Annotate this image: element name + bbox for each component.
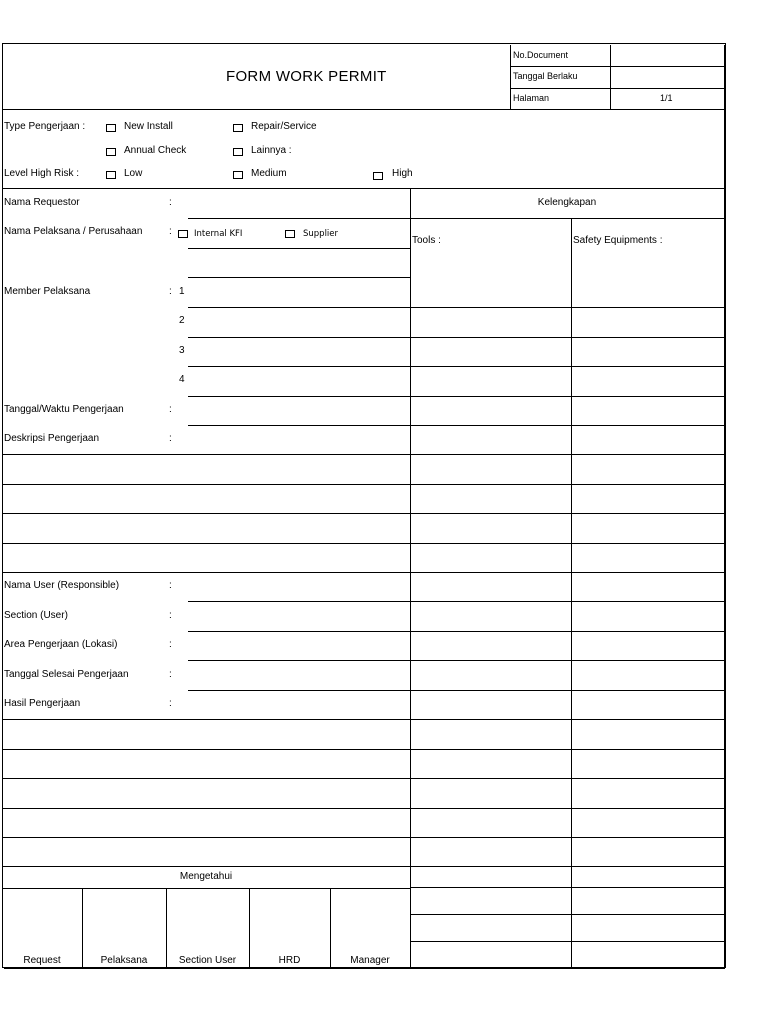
doc-box-mid: [610, 45, 611, 109]
main-divider-right: [571, 218, 572, 968]
colon: :: [169, 639, 172, 650]
kelengkapan-title: Kelengkapan: [537, 197, 597, 208]
main-divider-left: [410, 188, 411, 968]
underline-member-3: [188, 366, 410, 367]
option-internal-kfi: Internal KFI: [194, 229, 243, 239]
full-row-line: [2, 719, 724, 720]
label-nama-user: Nama User (Responsible): [4, 580, 120, 591]
right-row-line: [410, 690, 724, 691]
underline-tanggal-selesai: [188, 690, 410, 691]
checkbox-lainnya[interactable]: [233, 148, 243, 156]
member-number-3: 3: [179, 345, 185, 356]
label-nama-requestor: Nama Requestor: [4, 197, 80, 208]
right-row-line: [410, 366, 724, 367]
right-row-line: [410, 660, 724, 661]
member-number-2: 2: [179, 315, 185, 326]
option-repair-service: Repair/Service: [251, 121, 317, 132]
option-lainnya: Lainnya :: [251, 145, 292, 156]
signer-pelaksana: Pelaksana: [100, 955, 148, 966]
checkbox-medium[interactable]: [233, 171, 243, 179]
full-row-line: [2, 808, 724, 809]
label-tanggal-selesai: Tanggal Selesai Pengerjaan: [4, 669, 129, 680]
checkbox-high[interactable]: [373, 172, 383, 180]
full-row-line: [2, 484, 724, 485]
doc-label-no-document: No.Document: [513, 50, 569, 60]
underline-pelaksana-2: [188, 277, 410, 278]
option-annual-check: Annual Check: [124, 145, 187, 156]
full-row-line: [2, 572, 724, 573]
colon: :: [169, 669, 172, 680]
right-row-line: [410, 887, 724, 888]
underline-member-2: [188, 337, 410, 338]
underline-nama-user: [188, 601, 410, 602]
option-new-install: New Install: [124, 121, 173, 132]
label-area: Area Pengerjaan (Lokasi): [4, 639, 118, 650]
doc-label-tanggal-berlaku: Tanggal Berlaku: [513, 71, 578, 81]
member-number-1: 1: [179, 286, 185, 297]
label-nama-pelaksana: Nama Pelaksana / Perusahaan: [4, 226, 143, 237]
right-row-line: [410, 337, 724, 338]
doc-box-left: [510, 45, 511, 109]
option-medium: Medium: [251, 168, 287, 179]
underline-tanggal-waktu: [188, 425, 410, 426]
form-title: FORM WORK PERMIT: [226, 68, 387, 85]
underline-section: [188, 631, 410, 632]
full-row-line: [2, 543, 724, 544]
full-row-line: [2, 888, 410, 889]
checkbox-internal-kfi[interactable]: [178, 230, 188, 238]
kelengkapan-header-line: [410, 218, 724, 219]
doc-box-line-2: [510, 88, 724, 89]
doc-value-halaman: 1/1: [660, 93, 673, 103]
label-section-user: Section (User): [4, 610, 68, 621]
underline-requestor: [188, 218, 410, 219]
doc-label-halaman: Halaman: [513, 93, 550, 103]
safety-equipments-label: Safety Equipments :: [573, 235, 663, 246]
signer-manager: Manager: [350, 955, 390, 966]
tools-label: Tools :: [412, 235, 441, 246]
checkbox-supplier[interactable]: [285, 230, 295, 238]
right-row-line: [410, 425, 724, 426]
underline-pelaksana: [188, 248, 410, 249]
member-number-4: 4: [179, 374, 185, 385]
underline-area: [188, 660, 410, 661]
colon: :: [169, 404, 172, 415]
checkbox-repair-service[interactable]: [233, 124, 243, 132]
right-row-line: [410, 601, 724, 602]
underline-member-4: [188, 396, 410, 397]
option-low: Low: [124, 168, 143, 179]
signer-request: Request: [23, 955, 61, 966]
right-row-line: [410, 396, 724, 397]
right-row-line: [410, 631, 724, 632]
option-high: High: [392, 168, 413, 179]
doc-box-line-1: [510, 66, 724, 67]
right-row-line: [410, 307, 724, 308]
colon: :: [169, 226, 172, 237]
level-risk-label: Level High Risk :: [4, 168, 80, 179]
mengetahui-title: Mengetahui: [179, 871, 233, 882]
colon: :: [169, 433, 172, 444]
signer-section-user: Section User: [178, 955, 237, 966]
colon: :: [169, 197, 172, 208]
underline-member-1: [188, 307, 410, 308]
right-row-line: [410, 914, 724, 915]
signer-hrd: HRD: [278, 955, 301, 966]
colon: :: [169, 286, 172, 297]
label-hasil: Hasil Pengerjaan: [4, 698, 81, 709]
right-row-line: [410, 941, 724, 942]
label-member-pelaksana: Member Pelaksana: [4, 286, 91, 297]
type-pengerjaan-label: Type Pengerjaan :: [4, 121, 86, 132]
full-row-line: [2, 749, 724, 750]
full-row-line: [2, 513, 724, 514]
header-bottom-line: [2, 109, 724, 110]
colon: :: [169, 580, 172, 591]
label-tanggal-waktu: Tanggal/Waktu Pengerjaan: [4, 404, 124, 415]
risk-bottom-line: [2, 188, 724, 189]
full-row-line: [2, 837, 724, 838]
form-inner-border: [4, 45, 725, 969]
checkbox-low[interactable]: [106, 171, 116, 179]
full-row-line: [2, 778, 724, 779]
full-row-line: [2, 866, 724, 867]
option-supplier: Supplier: [303, 229, 339, 239]
label-deskripsi: Deskripsi Pengerjaan: [4, 433, 100, 444]
checkbox-annual-check[interactable]: [106, 148, 116, 156]
colon: :: [169, 698, 172, 709]
checkbox-new-install[interactable]: [106, 124, 116, 132]
colon: :: [169, 610, 172, 621]
full-row-line: [2, 454, 724, 455]
